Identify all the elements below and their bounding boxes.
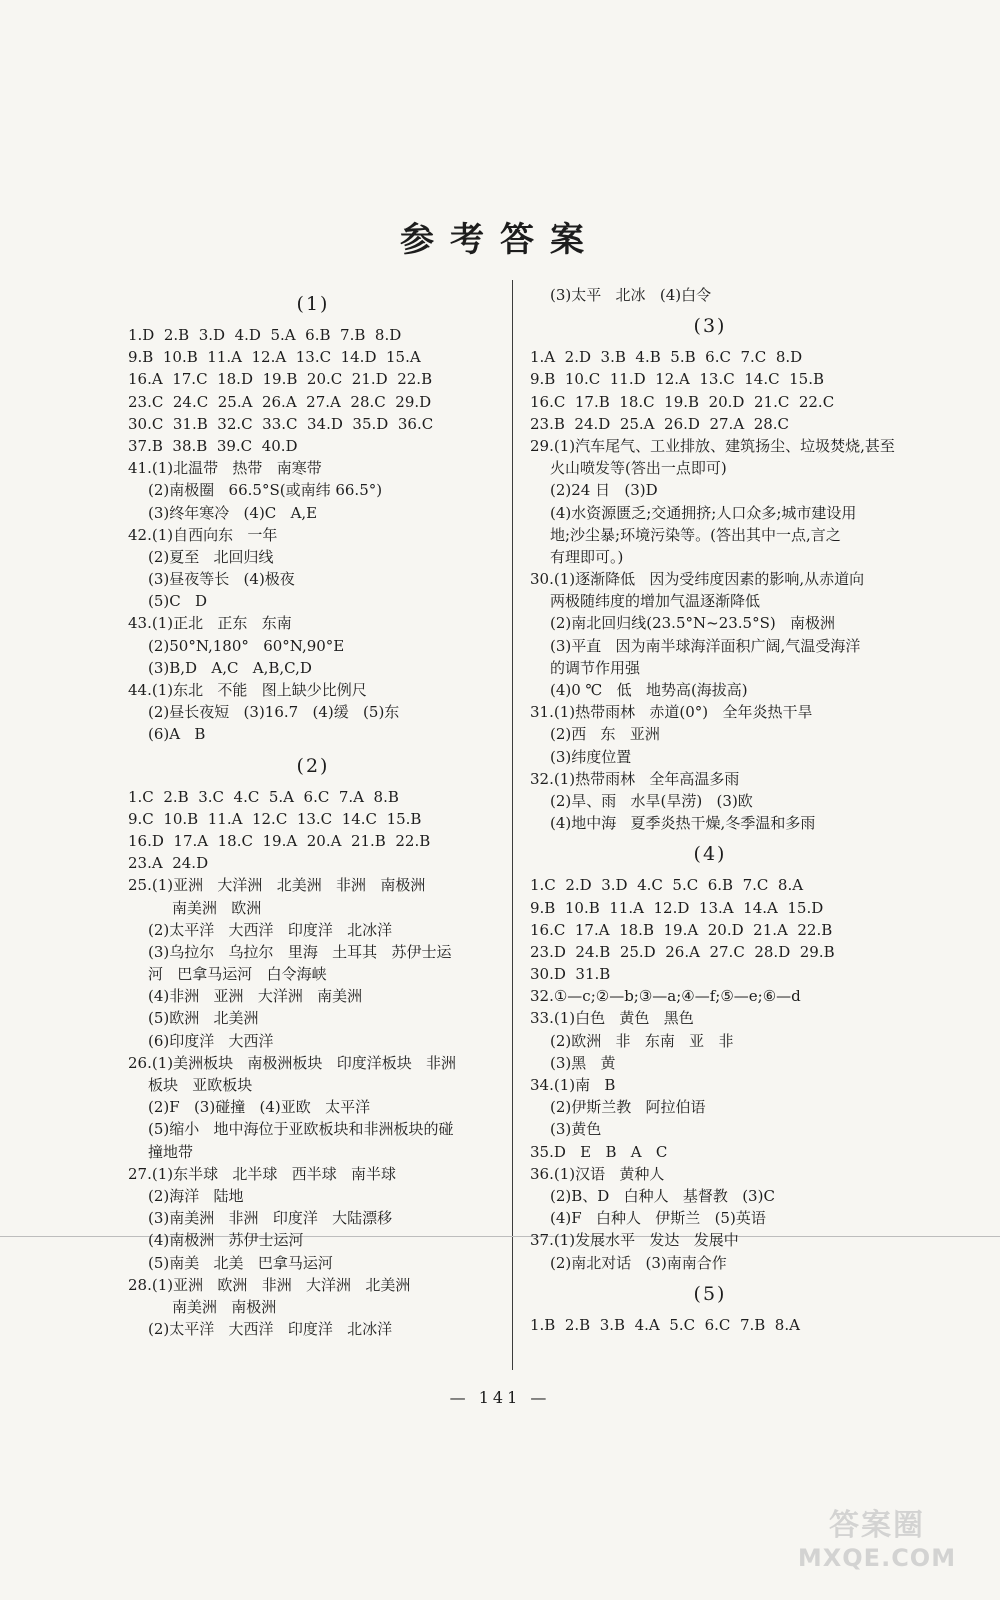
answer-line: 25.(1)亚洲 大洋洲 北美洲 非洲 南极洲 (128, 876, 426, 895)
answer-line: (5)南美 北美 巴拿马运河 (148, 1253, 333, 1272)
answer-line: (2)旱、雨 水旱(旱涝) (3)欧 (550, 791, 753, 810)
answer-line: (2)昼长夜短 (3)16.7 (4)缓 (5)东 (148, 703, 400, 722)
answer-line: 9.C 10.B 11.A 12.C 13.C 14.C 15.B (128, 809, 422, 828)
answer-line: 33.(1)白色 黄色 黑色 (530, 1009, 694, 1028)
column-divider (512, 280, 513, 1370)
answer-line: 23.C 24.C 25.A 26.A 27.A 28.C 29.D (128, 392, 432, 411)
left-column (128, 284, 498, 1340)
section-heading: (2) (296, 754, 330, 777)
answer-line: (3)乌拉尔 乌拉尔 里海 土耳其 苏伊士运 (148, 942, 452, 961)
answer-line: (2)B、D 白种人 基督教 (3)C (550, 1186, 775, 1205)
answer-line: 16.D 17.A 18.C 19.A 20.A 21.B 22.B (128, 831, 431, 850)
answer-line: (4)南极洲 苏伊士运河 (148, 1231, 304, 1250)
answer-line: 32.①—c;②—b;③—a;④—f;⑤—e;⑥—d (530, 987, 801, 1006)
answer-line: 30.(1)逐渐降低 因为受纬度因素的影响,从赤道向 (530, 570, 865, 589)
answer-line: 35.D E B A C (530, 1142, 668, 1161)
answer-line: 30.C 31.B 32.C 33.C 34.D 35.D 36.C (128, 414, 434, 433)
answer-line: (3)平直 因为南半球海洋面积广阔,气温受海洋 (550, 636, 861, 655)
answer-line: (4)地中海 夏季炎热干燥,冬季温和多雨 (550, 814, 816, 833)
section-heading: (1) (296, 293, 330, 315)
answer-line: (2)50°N,180° 60°N,90°E (148, 636, 345, 655)
answer-line: (2)夏至 北回归线 (148, 547, 274, 566)
answer-line: (5)缩小 地中海位于亚欧板块和非洲板块的碰 (148, 1120, 454, 1139)
answer-line: 26.(1)美洲板块 南极洲板块 印度洋板块 非洲 (128, 1053, 457, 1072)
answer-line: 42.(1)自西向东 一年 (128, 525, 278, 544)
answer-line: (3)终年寒冷 (4)C A,E (148, 503, 318, 522)
answer-line: (3)昼夜等长 (4)极夜 (148, 570, 295, 589)
answer-line: 地;沙尘暴;环境污染等。(答出其中一点,言之 (550, 525, 841, 544)
answer-line: 9.B 10.C 11.D 12.A 13.C 14.C 15.B (530, 370, 824, 389)
watermark-logo-text: 答案圈 (829, 1508, 925, 1543)
answer-line: 23.D 24.B 25.D 26.A 27.C 28.D 29.B (530, 942, 835, 961)
answer-line: 1.C 2.B 3.C 4.C 5.A 6.C 7.A 8.B (128, 787, 399, 806)
answer-line: 16.C 17.B 18.C 19.B 20.D 21.C 22.C (530, 392, 835, 411)
answer-line: 1.B 2.B 3.B 4.A 5.C 6.C 7.B 8.A (530, 1315, 800, 1334)
answer-line: 23.A 24.D (128, 854, 209, 873)
answer-line: (3)纬度位置 (550, 747, 632, 766)
section-heading: (4) (693, 843, 727, 866)
answer-line: 南美洲 欧洲 (172, 898, 262, 917)
answer-line: (2)太平洋 大西洋 印度洋 北冰洋 (148, 920, 393, 939)
answer-line: (3)黄色 (550, 1120, 602, 1139)
answer-line: (4)0 ℃ 低 地势高(海拔高) (550, 681, 748, 699)
answer-line: 27.(1)东半球 北半球 西半球 南半球 (128, 1164, 397, 1183)
answer-line: 44.(1)东北 不能 图上缺少比例尺 (128, 681, 367, 699)
answer-line: (3)B,D A,C A,B,C,D (148, 658, 312, 677)
answer-line: 有理即可。) (550, 547, 624, 566)
answer-line: 36.(1)汉语 黄种人 (530, 1164, 665, 1183)
answer-line: (5)C D (148, 592, 208, 611)
answer-line: 37.(1)发展水平 发达 发展中 (530, 1231, 739, 1250)
answer-line: (2)太平洋 大西洋 印度洋 北冰洋 (148, 1320, 393, 1339)
answer-line: (2)24 日 (3)D (550, 481, 658, 500)
answer-line: 火山喷发等(答出一点即可) (550, 459, 727, 478)
answer-line: 1.D 2.B 3.D 4.D 5.A 6.B 7.B 8.D (128, 326, 402, 344)
answer-line: 34.(1)南 B (530, 1076, 616, 1094)
answer-line: 43.(1)正北 正东 东南 (128, 614, 292, 633)
watermark-logo (772, 1508, 982, 1578)
watermark-url: MXQE.COM (797, 1544, 957, 1572)
answer-line: (2)南北回归线(23.5°N~23.5°S) 南极洲 (550, 614, 836, 633)
answer-line: 28.(1)亚洲 欧洲 非洲 大洋洲 北美洲 (128, 1275, 411, 1294)
answer-line: 两极随纬度的增加气温逐渐降低 (550, 592, 761, 611)
answer-line: (4)F 白种人 伊斯兰 (5)英语 (550, 1209, 766, 1228)
answer-line: 1.A 2.D 3.B 4.B 5.B 6.C 7.C 8.D (530, 348, 803, 367)
answer-line: 41.(1)北温带 热带 南寒带 (128, 459, 322, 478)
answer-line: (2)南极圈 66.5°S(或南纬 66.5°) (148, 481, 383, 500)
answer-line: (2)F (3)碰撞 (4)亚欧 太平洋 (148, 1098, 371, 1117)
page-number: — 141 — (449, 1388, 551, 1407)
answer-line: (4)水资源匮乏;交通拥挤;人口众多;城市建设用 (550, 503, 857, 522)
section-heading: (3) (693, 315, 727, 338)
answer-line: 16.A 17.C 18.D 19.B 20.C 21.D 22.B (128, 370, 433, 389)
right-column (530, 284, 895, 1336)
answer-line: (6)A B (148, 725, 206, 744)
answer-line: 1.C 2.D 3.D 4.C 5.C 6.B 7.C 8.A (530, 876, 804, 895)
answer-line: (2)欧洲 非 东南 亚 非 (550, 1031, 734, 1050)
answer-line: 板块 亚欧板块 (148, 1076, 253, 1094)
answer-line: 30.D 31.B (530, 965, 611, 984)
answer-line: 的调节作用强 (550, 658, 641, 677)
answer-line: (6)印度洋 大西洋 (148, 1031, 274, 1050)
answer-line: 撞地带 (148, 1142, 194, 1161)
answer-line: 9.B 10.B 11.A 12.A 13.C 14.D 15.A (128, 348, 421, 367)
answer-line: 23.B 24.D 25.A 26.D 27.A 28.C (530, 414, 790, 433)
answer-line: 31.(1)热带雨林 赤道(0°) 全年炎热干旱 (530, 703, 813, 722)
answer-line: 32.(1)热带雨林 全年高温多雨 (530, 769, 740, 788)
answer-line: (3)太平 北冰 (4)白令 (550, 286, 712, 304)
answer-line: 南美洲 南极洲 (172, 1297, 277, 1316)
page-title: 参考答案 (400, 220, 600, 260)
answer-line: (3)黑 黄 (550, 1053, 616, 1072)
answer-line: (2)西 东 亚洲 (550, 725, 660, 744)
answer-line: 37.B 38.B 39.C 40.D (128, 436, 298, 455)
answer-line: (2)海洋 陆地 (148, 1186, 244, 1205)
answer-line: (5)欧洲 北美洲 (148, 1009, 259, 1028)
answer-line: (3)南美洲 非洲 印度洋 大陆漂移 (148, 1209, 393, 1228)
answer-line: 9.B 10.B 11.A 12.D 13.A 14.A 15.D (530, 898, 824, 917)
answer-line: 29.(1)汽车尾气、工业排放、建筑扬尘、垃圾焚烧,甚至 (530, 436, 895, 455)
answer-line: (2)南北对话 (3)南南合作 (550, 1253, 727, 1272)
answer-line: 16.C 17.A 18.B 19.A 20.D 21.A 22.B (530, 920, 833, 939)
section-heading: (5) (693, 1282, 727, 1305)
answer-line: (2)伊斯兰教 阿拉伯语 (550, 1098, 706, 1117)
answer-line: (4)非洲 亚洲 大洋洲 南美洲 (148, 987, 363, 1006)
answer-line: 河 巴拿马运河 白令海峡 (148, 965, 327, 984)
